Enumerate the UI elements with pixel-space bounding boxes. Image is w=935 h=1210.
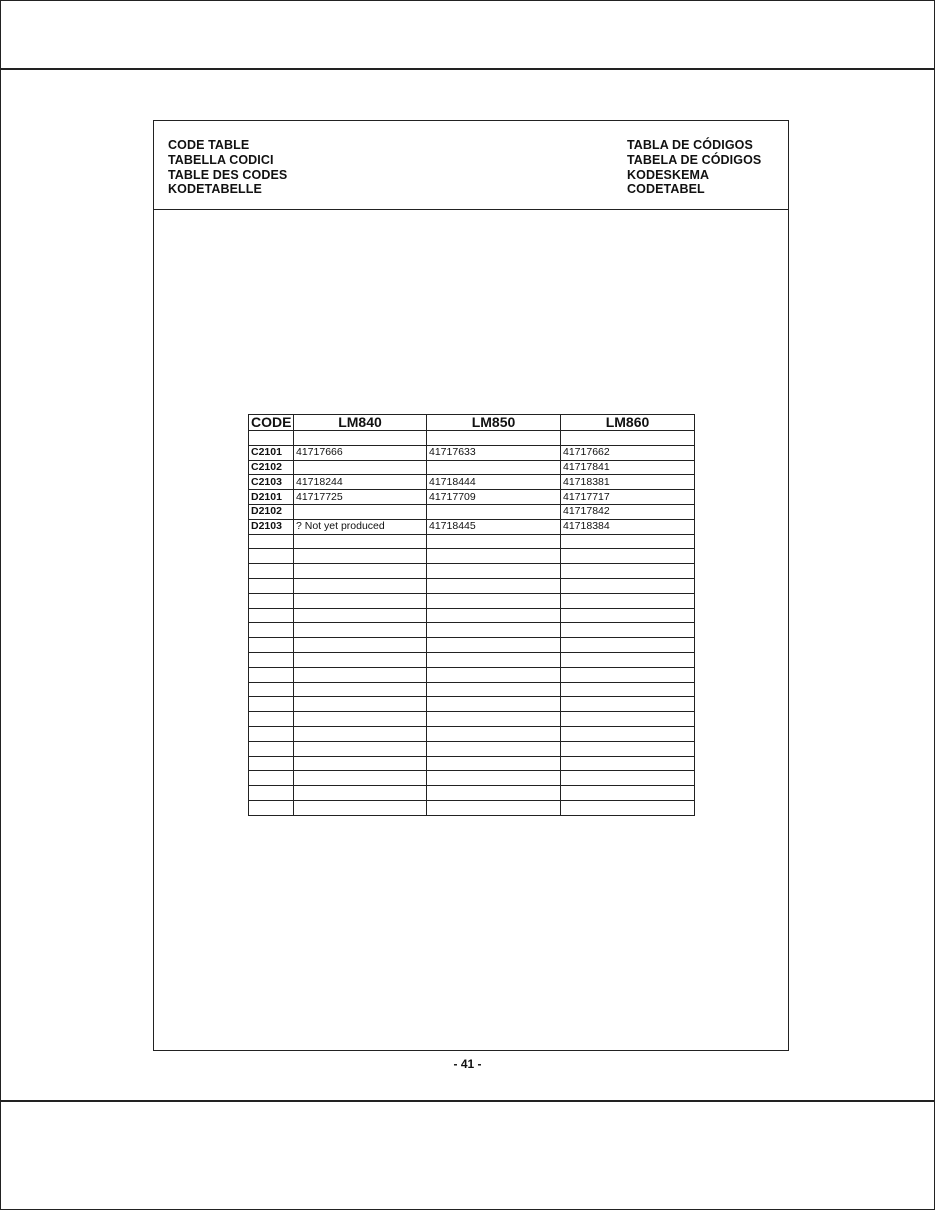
cell-code [249,638,294,653]
cell-code [249,652,294,667]
cell-lm840 [294,549,427,564]
empty-table-row [249,800,695,815]
empty-table-row [249,652,695,667]
empty-table-row [249,623,695,638]
cell-lm840 [294,460,427,475]
cell-lm860 [561,667,695,682]
empty-table-row [249,549,695,564]
cell-code: D2101 [249,490,294,505]
cell-lm840 [294,741,427,756]
cell-lm840: 41717725 [294,490,427,505]
cell-lm860 [561,697,695,712]
cell-code [249,593,294,608]
column-header-code: CODE [249,415,294,431]
empty-table-row [249,756,695,771]
empty-table-row [249,534,695,549]
cell-lm860: 41717717 [561,490,695,505]
page-header [154,121,788,210]
cell-lm860 [561,549,695,564]
cell-lm860 [561,771,695,786]
cell-lm840 [294,726,427,741]
cell-lm850 [427,549,561,564]
cell-lm850: 41718444 [427,475,561,490]
cell-code: C2101 [249,445,294,460]
cell-lm840 [294,667,427,682]
header-titles-left [168,138,287,197]
cell-lm850 [427,800,561,815]
cell-lm860 [561,741,695,756]
cell-lm840 [294,771,427,786]
empty-table-row [249,578,695,593]
empty-table-row [249,564,695,579]
table-row [249,431,695,446]
table-row [249,460,695,475]
table-row [249,519,695,534]
cell-code: C2102 [249,460,294,475]
cell-lm850 [427,697,561,712]
empty-table-row [249,771,695,786]
header-titles-right [627,138,761,197]
cell-lm840 [294,638,427,653]
cell-lm840 [294,682,427,697]
cell-lm840: 41717666 [294,445,427,460]
cell-lm860: 41717662 [561,445,695,460]
cell-lm850: 41718445 [427,519,561,534]
cell-lm860 [561,682,695,697]
cell-lm860 [561,578,695,593]
table-row [249,504,695,519]
cell-code [249,726,294,741]
cell-lm860 [561,786,695,801]
cell-lm860 [561,800,695,815]
title-nl: CODETABEL [627,182,705,197]
table-row [249,475,695,490]
table-row [249,490,695,505]
empty-table-row [249,682,695,697]
code-table [248,414,695,816]
cell-lm850 [427,786,561,801]
cell-code [249,741,294,756]
cell-lm840 [294,756,427,771]
cell-lm840 [294,534,427,549]
title-de: KODETABELLE [168,182,262,197]
table-header-row [249,415,695,431]
empty-table-row [249,697,695,712]
cell-lm860 [561,564,695,579]
cell-lm840 [294,800,427,815]
title-en: CODE TABLE [168,138,250,152]
cell-code [249,756,294,771]
cell-lm850 [427,638,561,653]
cell-code [249,431,294,446]
cell-code [249,800,294,815]
empty-table-row [249,786,695,801]
cell-code [249,623,294,638]
empty-table-row [249,608,695,623]
cell-lm850 [427,564,561,579]
cell-lm850 [427,756,561,771]
bottom-divider [0,1100,935,1102]
cell-lm850 [427,593,561,608]
cell-code: D2102 [249,504,294,519]
cell-lm840: ? Not yet produced [294,519,427,534]
cell-lm840 [294,623,427,638]
cell-code: D2103 [249,519,294,534]
column-header-lm840: LM840 [294,415,427,431]
empty-table-row [249,593,695,608]
cell-lm860 [561,431,695,446]
cell-lm850 [427,623,561,638]
top-divider [0,68,935,70]
cell-code [249,534,294,549]
cell-code [249,682,294,697]
cell-lm840 [294,431,427,446]
cell-code: C2103 [249,475,294,490]
cell-code [249,549,294,564]
cell-lm840 [294,578,427,593]
empty-table-row [249,638,695,653]
cell-lm850 [427,712,561,727]
cell-lm850 [427,682,561,697]
cell-lm850: 41717709 [427,490,561,505]
cell-code [249,564,294,579]
cell-lm840 [294,564,427,579]
cell-lm860 [561,534,695,549]
cell-lm860 [561,726,695,741]
cell-lm840: 41718244 [294,475,427,490]
cell-lm850 [427,504,561,519]
cell-lm850: 41717633 [427,445,561,460]
cell-code [249,578,294,593]
cell-lm850 [427,726,561,741]
title-it: TABELLA CODICI [168,152,274,167]
cell-lm860: 41718384 [561,519,695,534]
cell-lm840 [294,652,427,667]
cell-lm850 [427,534,561,549]
cell-lm860 [561,623,695,638]
empty-table-row [249,741,695,756]
cell-lm860 [561,652,695,667]
cell-lm850 [427,431,561,446]
cell-lm860 [561,608,695,623]
cell-lm860 [561,593,695,608]
cell-code [249,771,294,786]
cell-lm860: 41717842 [561,504,695,519]
title-da: KODESKEMA [627,167,710,182]
cell-lm850 [427,667,561,682]
empty-table-row [249,726,695,741]
title-pt: TABELA DE CÓDIGOS [627,152,762,167]
column-header-lm850: LM850 [427,415,561,431]
cell-lm840 [294,504,427,519]
cell-code [249,667,294,682]
cell-lm860 [561,638,695,653]
cell-lm860 [561,712,695,727]
cell-code [249,786,294,801]
cell-lm850 [427,741,561,756]
title-es: TABLA DE CÓDIGOS [627,138,753,152]
cell-lm840 [294,712,427,727]
cell-code [249,712,294,727]
cell-lm850 [427,771,561,786]
cell-lm860: 41718381 [561,475,695,490]
cell-lm850 [427,578,561,593]
column-header-lm860: LM860 [561,415,695,431]
cell-lm840 [294,593,427,608]
cell-code [249,608,294,623]
cell-lm850 [427,608,561,623]
cell-lm860: 41717841 [561,460,695,475]
cell-lm840 [294,697,427,712]
cell-lm850 [427,460,561,475]
title-fr: TABLE DES CODES [168,167,288,182]
cell-lm850 [427,652,561,667]
empty-table-row [249,712,695,727]
cell-lm860 [561,756,695,771]
table-row [249,445,695,460]
page-number: - 41 - [453,1057,482,1071]
cell-lm840 [294,786,427,801]
cell-code [249,697,294,712]
cell-lm840 [294,608,427,623]
empty-table-row [249,667,695,682]
